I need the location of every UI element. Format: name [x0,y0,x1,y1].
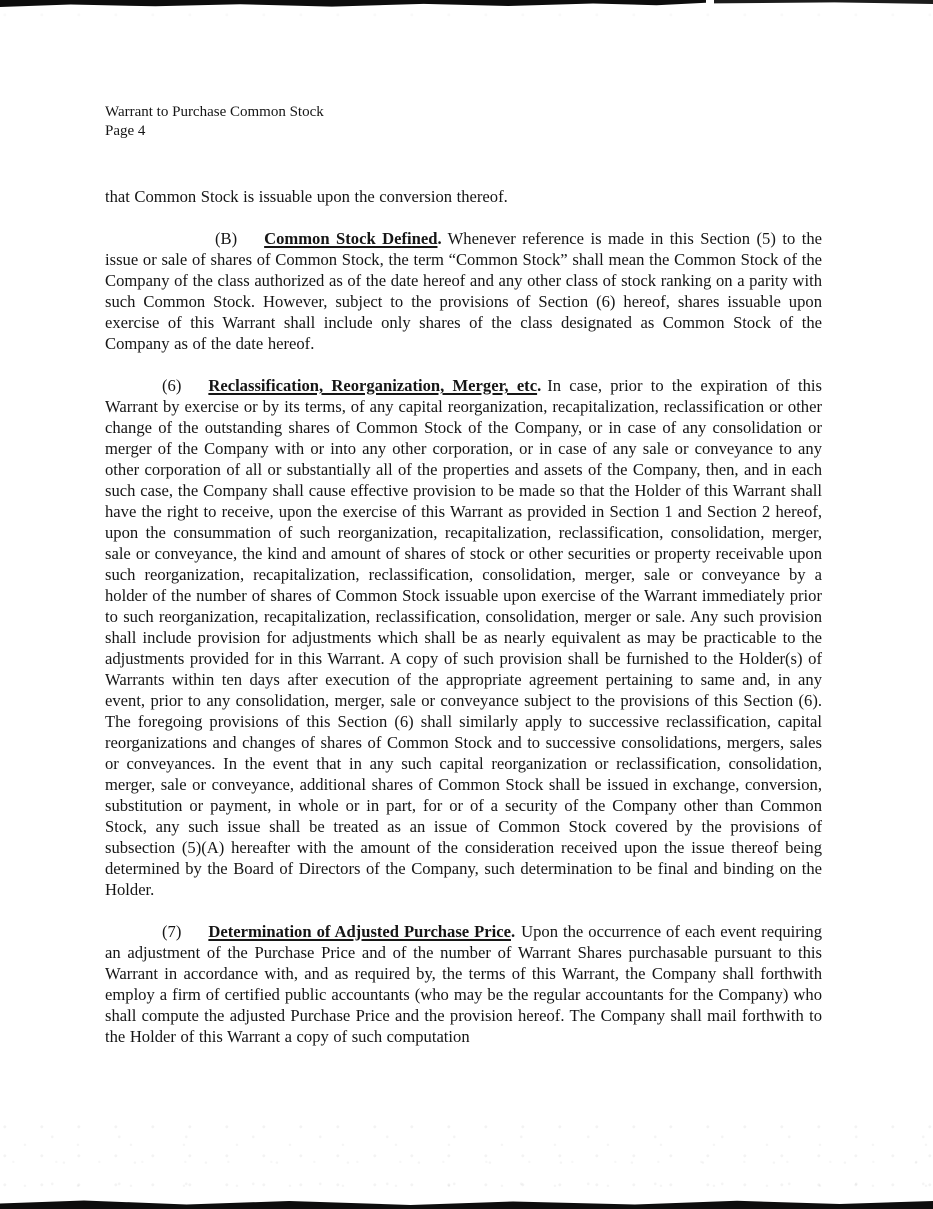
paragraph-intro [105,186,822,207]
scan-noise-bottom [0,1119,933,1199]
document-content [105,103,822,1047]
section-heading-period: . [511,922,516,941]
paragraph-section-6 [105,375,822,900]
section-heading-period: . [437,229,442,248]
section-heading: Reclassification, Reorganization, Merger, etc [208,376,538,395]
paragraph-text: Whenever reference is made in this Section (5) to the issue or sale of shares of Common Stock, the term “Common Stock” shall mean the Common Stock of the Company of the class authorized as of the date hereof and any other class of stock ranking on a parity with such Common Stock. However, subject to the provisions of Section (6) hereof, shares issuable upon exercise of this Warrant shall include only shares of the class designated as Common Stock of the Company as of the date hereof. [105,229,822,353]
section-label: (B) [215,229,238,248]
section-heading: Common Stock Defined [264,229,438,248]
scan-noise-top [0,7,933,21]
page-number: Page 4 [105,123,146,139]
scan-artifact-top-right [714,0,933,4]
document-title: Warrant to Purchase Common Stock [105,104,324,120]
paragraph-text: Upon the occurrence of each event requiring an adjustment of the Purchase Price and of the number of Warrant Shares purchasable pursuant to this Warrant in accordance with, and as required by, the terms of this Warrant, the Company shall forthwith employ a firm of certified public accountants (who may be the regular accountants for the Company) who shall compute the adjusted Purchase Price and the provision hereof. The Company shall mail forthwith to the Holder of this Warrant a copy of such computation [105,922,822,1046]
document-header [105,103,822,141]
paragraph-section-7 [105,921,822,1047]
paragraph-text: In case, prior to the expiration of this Warrant by exercise or by its terms, of any capital reorganization, recapitalization, reclassification or other change of the outstanding shares of Common Stock of the Company, or in case of any consolidation or merger of the Company with or into any other corporation, or in case of any sale or conveyance to any other corporation of all or substantially all of the properties and assets of the Company, then, and in each such case, the Company shall cause effective provision to be made so that the Holder of this Warrant shall have the right to receive, upon the exercise of this Warrant as provided in Section 1 and Section 2 hereof, upon the consummation of such reorganization, recapitalization, reclassification, consolidation, merger, sale or conveyance, the kind and amount of shares of stock or other securities or property receivable upon such reorganization, recapitalization, reclassification, consolidation, merger, sale or conveyance by a holder of the number of shares of Common Stock issuable upon exercise of the Warrant immediately prior to such reorganization, recapitalization, reclassification, consolidation, merger or sale. Any such provision shall include provision for adjustments which shall be as nearly equivalent as may be practicable to the adjustments provided for in this Warrant. A copy of such provision shall be furnished to the Holder(s) of Warrants within ten days after execution of the appropriate agreement pertaining to same and, in any event, prior to any consolidation, merger, sale or conveyance subject to the provisions of this Section (6). The foregoing provisions of this Section (6) shall similarly apply to successive reclassification, capital reorganizations and changes of shares of Common Stock and to successive consolidations, mergers, sales or conveyances. In the event that in any such capital reorganization or reclassification, consolidation, merger, sale or conveyance, additional shares of Common Stock shall be issued in exchange, conversion, substitution or payment, in whole or in part, for or of a security of the Company other than Common Stock, any such issue shall be treated as an issue of Common Stock covered by the provisions of subsection (5)(A) hereafter with the amount of the consideration received upon the issue thereof being determined by the Board of Directors of the Company, such determination to be final and binding on the Holder. [105,376,822,899]
scan-artifact-top-left [0,0,706,7]
paragraph-text: that Common Stock is issuable upon the conversion thereof. [105,187,508,206]
section-label: (6) [162,376,182,395]
section-heading: Determination of Adjusted Purchase Price [208,922,511,941]
paragraph-section-b [105,228,822,354]
scan-artifact-bottom [0,1199,933,1209]
section-heading-period: . [537,376,542,395]
section-label: (7) [162,922,182,941]
